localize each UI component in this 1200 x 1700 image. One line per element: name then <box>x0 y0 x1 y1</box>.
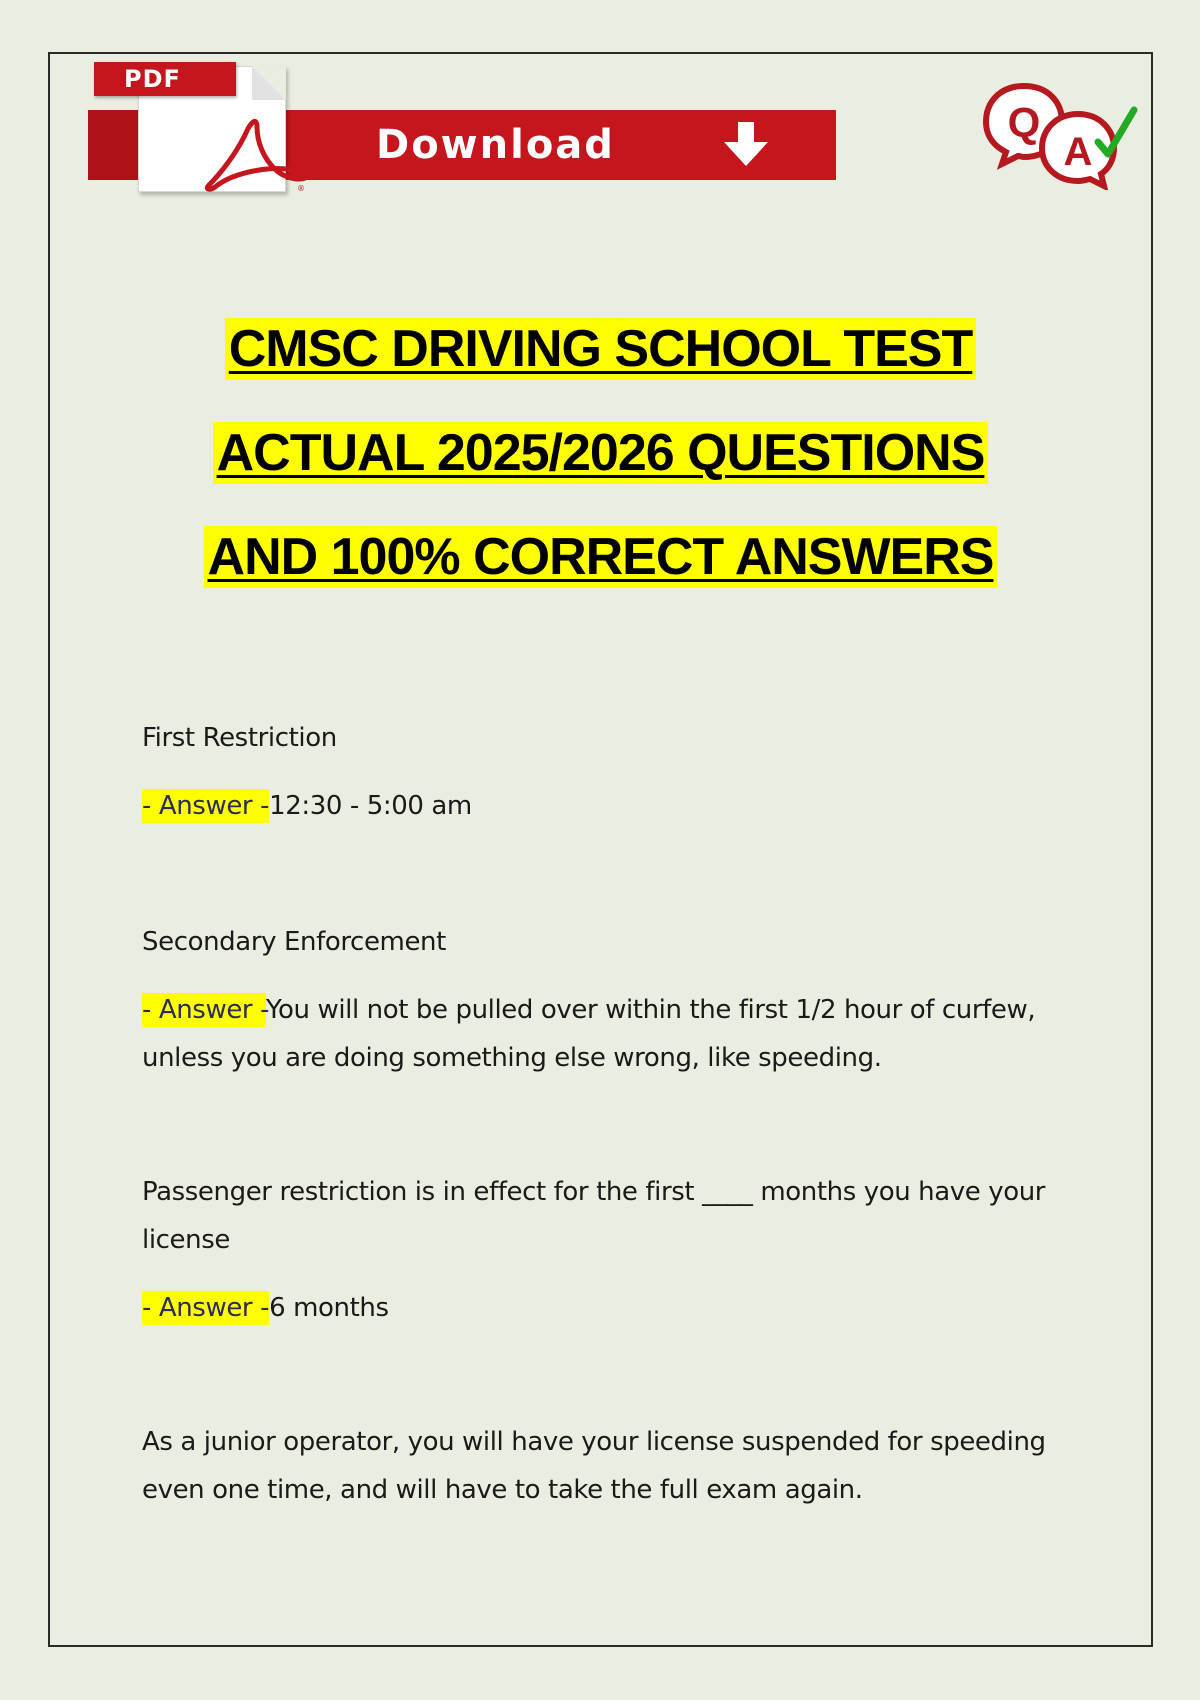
question-text: As a junior operator, you will have your license suspended for speeding even one time, and will have to take the full exam again. <box>142 1427 1046 1505</box>
qa-item <box>142 714 1082 830</box>
download-bar-edge <box>88 110 138 180</box>
answer-label: - Answer - <box>142 791 270 821</box>
svg-text:®: ® <box>297 184 305 193</box>
download-label: Download <box>376 122 615 168</box>
title-line-2: ACTUAL 2025/2026 QUESTIONS <box>213 422 989 484</box>
question-text: First Restriction <box>142 723 337 753</box>
answer-label: - Answer - <box>142 995 266 1025</box>
answer-row <box>142 1284 1082 1332</box>
a-letter: A <box>1063 130 1093 174</box>
question-answer-list <box>142 714 1082 1590</box>
answer-text: 6 months <box>269 1293 389 1323</box>
answer-label: - Answer - <box>142 1293 270 1323</box>
title-line-3: AND 100% CORRECT ANSWERS <box>204 526 998 588</box>
qa-item <box>142 1168 1082 1332</box>
answer-text: 12:30 - 5:00 am <box>269 791 472 821</box>
qa-item <box>142 918 1082 1082</box>
document-title <box>48 318 1153 630</box>
qa-item <box>142 1418 1082 1514</box>
answer-text: You will not be pulled over within the first 1/2 hour of curfew, unless you are doing something else wrong, like speeding. <box>142 995 1036 1073</box>
acrobat-pdf-icon <box>201 115 311 193</box>
page-fold <box>252 66 286 100</box>
pdf-label: PDF <box>94 62 236 96</box>
qa-speech-bubbles-check-icon <box>980 80 1140 190</box>
question-text: Passenger restriction is in effect for the first ____ months you have your license <box>142 1177 1046 1255</box>
title-line-1: CMSC DRIVING SCHOOL TEST <box>225 318 977 380</box>
q-letter: Q <box>1007 99 1041 146</box>
pdf-download-banner[interactable] <box>88 62 836 192</box>
answer-row <box>142 782 1082 830</box>
question-text: Secondary Enforcement <box>142 927 446 957</box>
download-arrow-icon <box>718 122 774 168</box>
answer-row <box>142 986 1082 1082</box>
